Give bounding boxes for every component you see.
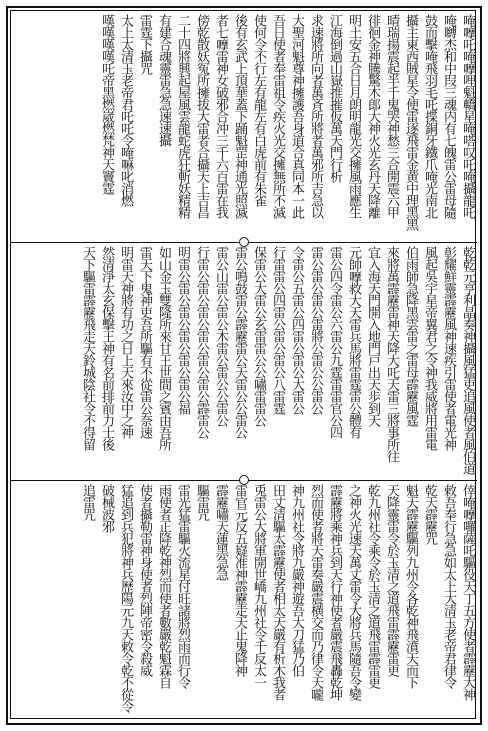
text-column: 雷公四令雷公六雷公九霆雷雷官公四 — [327, 246, 342, 438]
text-column: 破械波邪 — [99, 484, 114, 532]
text-column: 二十四將興起屋風雲龍蛇虎狂斬妖精精 — [175, 14, 190, 218]
text-column: 江海倒過山嶽推摧仮萬天門行析 — [327, 14, 342, 182]
text-column: 唵嚤吒唵嚤哩魁轎星唵嗒叹吒唵攝龍吒 — [460, 14, 475, 218]
text-band-upper — [12, 14, 476, 240]
text-column: 傍乾散妖冤所擁拔大雷者合攝天上吉昌 — [194, 14, 209, 218]
scripture-page — [6, 6, 482, 725]
text-column: 明雷公雷公雷公雷公雷公雷公福 — [175, 246, 190, 414]
text-column: 如山金玉雙隆所來甘王世間之賓由吾所 — [156, 246, 171, 450]
text-column: 霹靂將乘神兵到天行神使者嚴震飛轟乾坤 — [327, 484, 342, 700]
text-column: 天降靈雷令於玉清之道飛雷霹靂雷更 — [384, 484, 399, 676]
text-column: 霹靂嘯天蓮黑急急 — [213, 484, 228, 580]
text-column: 兎雷公大將軍開世嶠九州社令千反太一 — [251, 484, 266, 688]
text-column: 猛追到兵犯將神兵歷陽元九天敕令乾不從令 — [118, 484, 133, 712]
text-column: 攝主東西賊星令便雷逐飛雷金黄中理黑黑 — [403, 14, 418, 230]
text-column: 者七嚤雷神女破邪合冲三千六百雷在我 — [213, 14, 228, 218]
text-column: 倖唵嚤囉薩吒驅役天丁五方使者霹靂大神 — [460, 484, 475, 700]
text-column: 敕吾奉行急急如太上大清玉老帝君律令 — [441, 484, 456, 688]
text-column: 來將萬霹靂雷神天降大吒天雷三將事所往 — [384, 246, 399, 462]
text-column: 徘徊金神騰驚木郎大神火光玄丹天降離 — [365, 14, 380, 218]
text-column: 行雷雷公四雷公雷公雷公八雷霆 — [270, 246, 285, 414]
text-column: 雨使者正降乾神烈而使者數嚴乾魁霖自 — [156, 484, 171, 688]
text-column: 雷公鳴鼓雷公霹靂雷公天雷公公雷公 — [232, 246, 247, 438]
text-column: 之神火光速天萬丈雷令大將兵馬隨吾令變 — [346, 484, 361, 700]
text-column: 嘆嘆嘆嘆吒帝黑燃崴燃梵神天竇霆 — [99, 14, 114, 194]
text-column: 雷官元反五嶷准神霹靂走天止鬼降神 — [232, 484, 247, 676]
text-column: 太上太清玉老帝君吒吒令唵嘛叱消燃 — [118, 14, 133, 206]
text-column: 雷霆下攝咒 — [137, 14, 152, 74]
text-column: 然清淨太玄保擊王神有名前排前力士後 — [99, 246, 114, 450]
text-column: 行雷公雷公雷公雷公雷公雷公霹雷公 — [194, 246, 209, 438]
text-column: 驅雷咒 — [194, 484, 209, 520]
text-column: 乾九州社令乘令於玉清之道飛雷霹雷更 — [365, 484, 380, 688]
text-column: 雷公山雷公雷公木雷公雷公公雷公 — [213, 246, 228, 426]
text-column: 彰耀鮮靈霹靂風神速疾引雷使者電光神 — [441, 246, 456, 450]
text-column: 田丈清驅太霹靂使者相太天嚴有析木我者 — [270, 484, 285, 700]
text-column: 雷公雷公雷公雷將公雷公公雷公 — [308, 246, 323, 414]
text-column: 神九州社令將九嚴神遊吾大刀猛乃伯 — [289, 484, 304, 676]
text-column: 晴瑞揚震起半千鬼哭神愁三合開震六甲 — [384, 14, 399, 218]
text-column: 保雷公大雷公玄雷雷公公嘯雷雷公 — [251, 246, 266, 426]
text-column: 追雷咒 — [80, 484, 95, 520]
text-column: 天下驅雷霹靂飛走天鈴城陰社令不得留 — [80, 246, 95, 450]
text-column: 明雷天神將有功之日上天來汝中之神 — [118, 246, 133, 438]
text-column: 宜入海天門開入地門戸出天歩到天 — [365, 246, 380, 426]
text-column: 魁天霹靂驅列九州令各乾神飛濆天而下 — [403, 484, 418, 688]
text-column: 元帥嚤救大天雷兵馬將雷霆雷公體有 — [346, 246, 361, 438]
text-column: 大聖河魁尊神擁護吾身道合真同本一此 — [289, 14, 304, 218]
text-column: 伯雨師急降黑雲雷之雷母霹靂風霆 — [403, 246, 418, 426]
text-column: 吾日使者奉雷祖令疾火光交擁無所不滅 — [270, 14, 285, 218]
text-column: 使何令不行左有龍左有白虎前有朱雀 — [251, 14, 266, 206]
text-band-middle — [12, 246, 476, 477]
text-column: 乾乾元亨利晶奏神攝風猛吏追風使者風伯道 — [460, 246, 475, 474]
text-column: 雷天下鬼神吏吾所驅有不從雷公奈速 — [137, 246, 152, 438]
text-column: 唵嚩杰和中叚三魂内有七魄雷公雷母隨 — [441, 14, 456, 218]
text-column: 有建合魂靈雷急急速速攝 — [156, 14, 171, 146]
text-column: 後有玄武上頂華蓋下踊魁罡神通光照滅 — [232, 14, 247, 218]
text-band-lower — [12, 484, 476, 715]
text-column: 烈而使者將天雷奏嚴震横交而乃律令天嚨 — [308, 484, 323, 700]
text-column: 求速將所向者萬斉所將者萬邪所吉急以 — [308, 14, 323, 218]
text-column: 使者攝勒雷神身使者烈陣帝密令殺威 — [137, 484, 152, 676]
text-column: 明土安五合日月朗明龍光交擁風雨應生 — [346, 14, 361, 218]
text-column: 鼓而擊唵飛羽毛吒揲銅牙鐵爪唵光南北 — [422, 14, 437, 218]
text-column: 乾天霹靂咒 — [422, 484, 437, 544]
text-column: 令雷公五雷公四雷公雷公大雷公 — [289, 246, 304, 414]
text-column: 風起吳宇星帝翼君之令神我威將用雷電 — [422, 246, 437, 450]
text-column: 雷光猛雷驅火流星付旺諸將烈雨而行令 — [175, 484, 190, 688]
